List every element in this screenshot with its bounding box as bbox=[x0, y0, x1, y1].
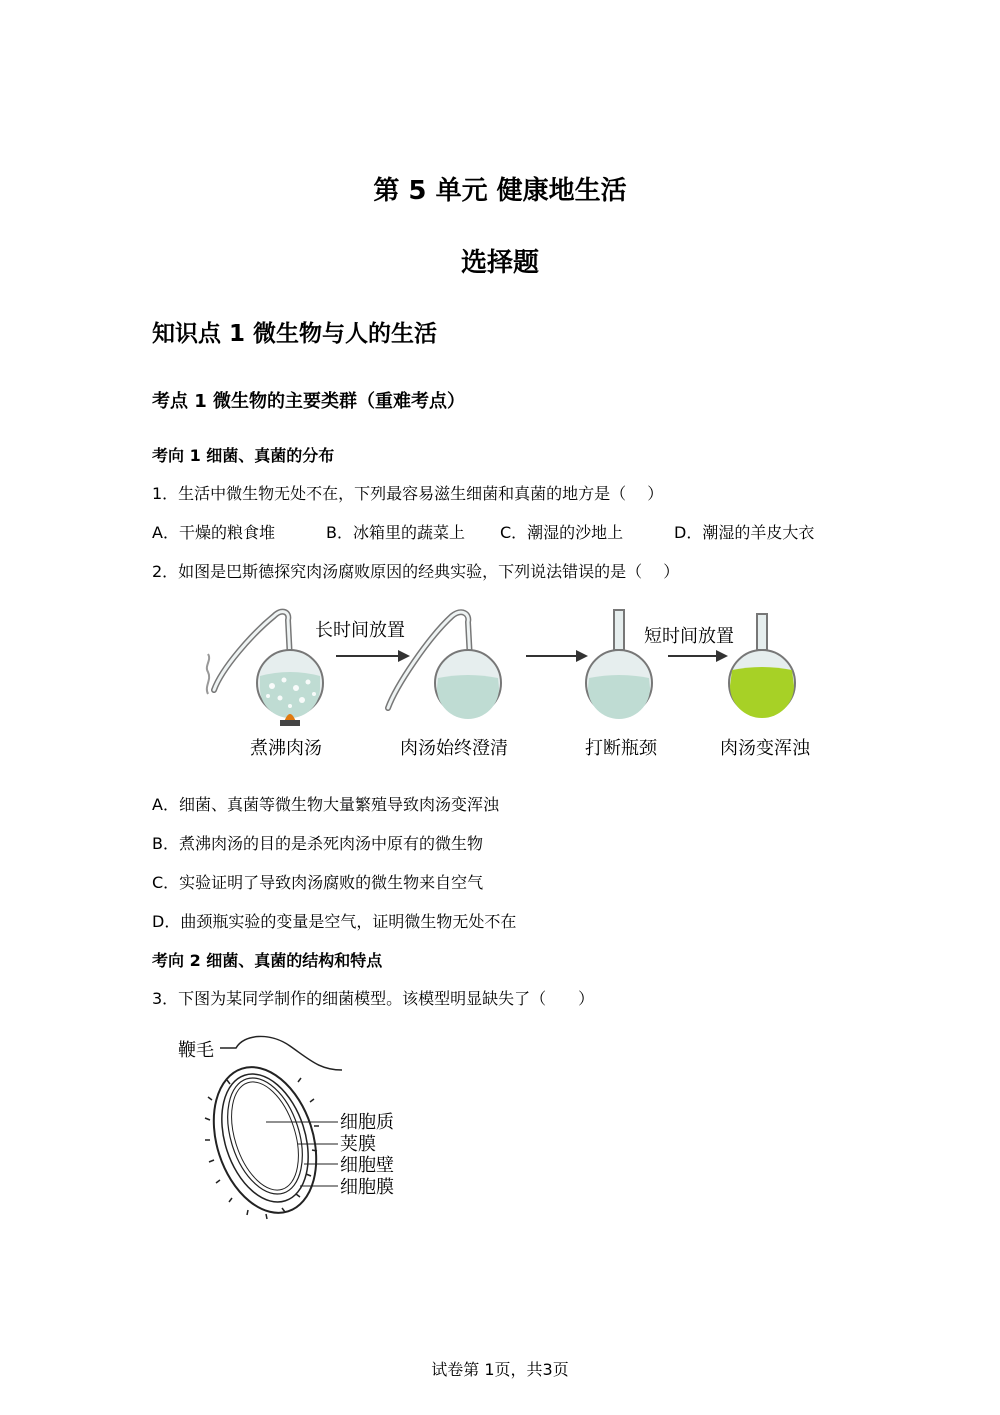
flask-boiling bbox=[207, 612, 323, 726]
question-2-stem: 2．如图是巴斯德探究肉汤腐败原因的经典实验，下列说法错误的是（ ） bbox=[152, 562, 680, 581]
flagellum bbox=[220, 1036, 342, 1070]
arrow-short-time bbox=[668, 650, 728, 662]
label-cell-wall: 细胞壁 bbox=[340, 1155, 394, 1176]
direction-heading-1: 考向 1 细菌、真菌的分布 bbox=[152, 446, 335, 465]
bacterium-body bbox=[196, 1054, 334, 1226]
arrow-plain bbox=[526, 650, 588, 662]
direction-heading-2: 考向 2 细菌、真菌的结构和特点 bbox=[152, 951, 383, 970]
question-1-stem: 1．生活中微生物无处不在，下列最容易滋生细菌和真菌的地方是（ ） bbox=[152, 484, 664, 503]
arrow-long-time bbox=[336, 650, 410, 662]
q1-option-b: B．冰箱里的蔬菜上 bbox=[326, 523, 465, 542]
question-3-stem: 3．下图为某同学制作的细菌模型。该模型明显缺失了（ ） bbox=[152, 989, 595, 1008]
caption-turbid: 肉汤变浑浊 bbox=[720, 738, 810, 759]
page-footer: 试卷第 1页，共3页 bbox=[431, 1360, 569, 1379]
q2-option-c: C．实验证明了导致肉汤腐败的微生物来自空气 bbox=[152, 873, 484, 892]
q2-option-d: D．曲颈瓶实验的变量是空气，证明微生物无处不在 bbox=[152, 912, 517, 931]
q2-option-a: A．细菌、真菌等微生物大量繁殖导致肉汤变浑浊 bbox=[152, 795, 499, 814]
bacterium-model-figure bbox=[170, 1030, 410, 1230]
unit-title: 第 5 单元 健康地生活 bbox=[373, 176, 627, 206]
caption-broken-neck: 打断瓶颈 bbox=[585, 738, 657, 759]
q1-option-c: C．潮湿的沙地上 bbox=[500, 523, 624, 542]
label-cell-membrane: 细胞膜 bbox=[340, 1177, 394, 1198]
caption-clear: 肉汤始终澄清 bbox=[400, 738, 508, 759]
flask-turbid bbox=[729, 614, 795, 718]
exam-point-heading: 考点 1 微生物的主要类群（重难考点） bbox=[152, 391, 466, 412]
question-1-options bbox=[152, 520, 872, 542]
flask-broken-neck bbox=[586, 610, 652, 719]
label-cytoplasm: 细胞质 bbox=[340, 1112, 394, 1133]
arrow2-label: 短时间放置 bbox=[644, 626, 734, 647]
arrow1-label: 长时间放置 bbox=[315, 620, 405, 641]
flagellum-label: 鞭毛 bbox=[178, 1040, 214, 1061]
q1-option-d: D．潮湿的羊皮大衣 bbox=[674, 523, 815, 542]
pasteur-experiment-figure bbox=[190, 598, 830, 768]
q2-option-b: B．煮沸肉汤的目的是杀死肉汤中原有的微生物 bbox=[152, 834, 483, 853]
caption-boiling: 煮沸肉汤 bbox=[250, 738, 322, 759]
knowledge-point-heading: 知识点 1 微生物与人的生活 bbox=[152, 321, 438, 347]
label-capsule: 荚膜 bbox=[340, 1134, 376, 1155]
q1-option-a: A．干燥的粮食堆 bbox=[152, 523, 275, 542]
section-title: 选择题 bbox=[460, 248, 539, 278]
